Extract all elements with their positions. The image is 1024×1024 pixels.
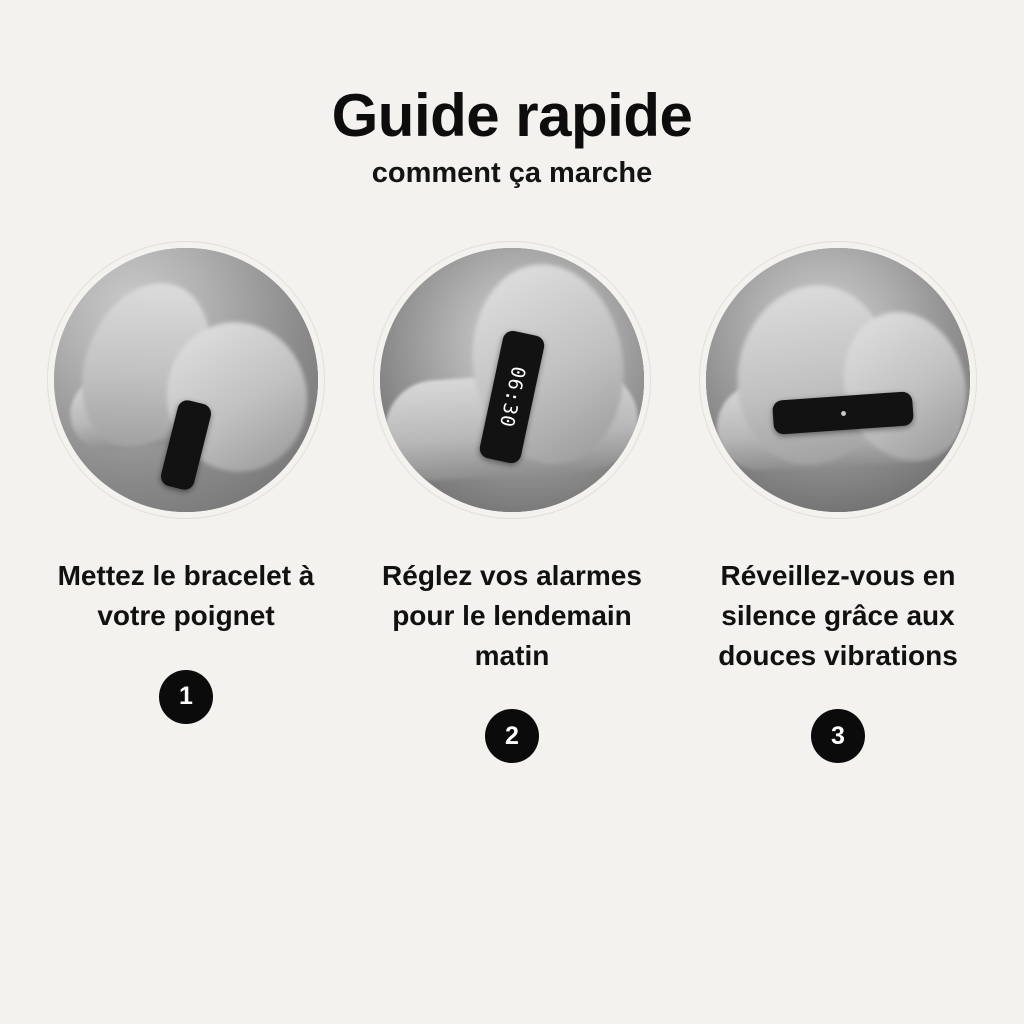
step-2-photo-frame xyxy=(374,242,650,518)
step-1-badge: 1 xyxy=(159,670,213,724)
page-header xyxy=(0,0,1024,190)
step-1-photo xyxy=(54,248,318,512)
step-1-photo-frame xyxy=(48,242,324,518)
step-2-caption: Réglez vos alarmes pour le lendemain matin xyxy=(382,560,642,671)
step-1 xyxy=(41,242,331,724)
step-1-caption: Mettez le bracelet à votre poignet xyxy=(57,560,315,631)
device-indicator-dot xyxy=(841,410,846,415)
step-3-photo-frame xyxy=(700,242,976,518)
step-3-badge: 3 xyxy=(811,709,865,763)
device-display-text: 06:30 xyxy=(494,364,530,431)
step-3-photo xyxy=(706,248,970,512)
page-subtitle: comment ça marche xyxy=(371,157,653,189)
step-3 xyxy=(693,242,983,763)
step-3-caption: Réveillez-vous en silence grâce aux douces vibrations xyxy=(718,560,958,671)
page-title: Guide rapide xyxy=(331,82,693,149)
step-2-photo xyxy=(380,248,644,512)
step-2 xyxy=(367,242,657,763)
steps-row xyxy=(0,242,1024,763)
step-2-badge: 2 xyxy=(485,709,539,763)
